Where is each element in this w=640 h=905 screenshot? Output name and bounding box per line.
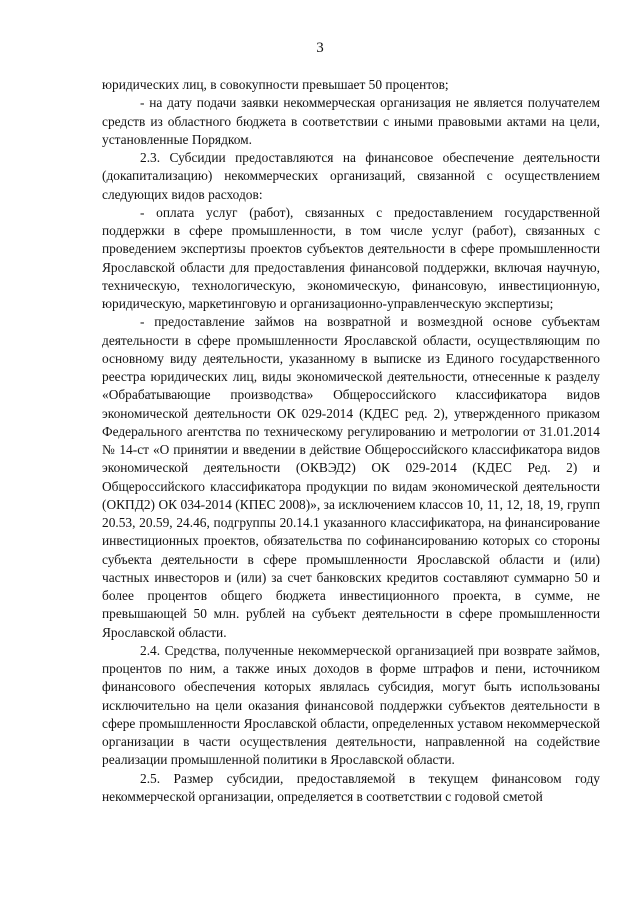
paragraph-services-expenses: - оплата услуг (работ), связанных с предоставлением государственной поддержки в сфере промышленности, в том числе услуг (работ), связанных с проведением экспертизы проектов субъектов деятельности в сфере промышленности Ярославской области для предоставления финансовой поддержки, включая научную, техническую, технологическую, экономическую, финансовую, инвестиционную, юридическую, маркетинговую и организационно-управленческую экспертизы; (102, 204, 600, 311)
paragraph-grant-condition: - на дату подачи заявки некоммерческая организация не является получателем средств из областного бюджета в соответствии с иными правовыми актами на цели, установленные Порядком. (102, 95, 600, 147)
paragraph-2-4: 2.4. Средства, полученные некоммерческой организацией при возврате займов, процентов по ним, а также иных доходов в форме штрафов и пени, источником финансового обеспечения которых являлась субсидия, могут быть использованы исключительно на цели оказания финансовой поддержки субъектов деятельности в сфере промышленности Ярославской области, определенных уставом некоммерческой организации в части осуществления деятельности, направленной на содействие реализации промышленной политики в Ярославской области. (102, 642, 600, 768)
paragraph-2-3: 2.3. Субсидии предоставляются на финансовое обеспечение деятельности (докапитализацию) некоммерческих организаций, связанной с осуществлением следующих видов расходов: (102, 150, 600, 202)
paragraph-2-5: 2.5. Размер субсидии, предоставляемой в текущем финансовом году некоммерческой организации, определяется в соответствии с годовой сметой (102, 770, 600, 804)
document-body (102, 76, 600, 806)
page-number: 3 (316, 40, 324, 56)
paragraph-loans: - предоставление займов на возвратной и возмездной основе субъектам деятельности в сфере промышленности Ярославской области, осуществляющим по основному виду деятельности, указанному в выписке из Единого государственного реестра юридических лиц, виды экономической деятельности, отнесенные к разделу «Обрабатывающие производства» Общероссийского классификатора видов экономической деятельности ОК 029-2014 (КДЕС ред. 2), утвержденного приказом Федерального агентства по техническому регулированию и метрологии от 31.01.2014 № 14-ст «О принятии и введении в действие Общероссийского классификатора видов экономической деятельности (ОКВЭД2) ОК 029-2014 (КДЕС Ред. 2) и Общероссийского классификатора продукции по видам экономической деятельности (ОКПД2) ОК 034-2014 (КПЕС 2008)», за исключением классов 10, 11, 12, 18, 19, групп 20.53, 20.59, 24.46, подгруппы 20.14.1 указанного классификатора, на финансирование инвестиционных проектов, обязательства по софинансированию которых со стороны субъекта деятельности в сфере промышленности Ярославской области и (или) частных инвесторов и (или) за счет банковских кредитов составляют суммарно 50 и более процентов общего бюджета инвестиционного проекта, в сумме, не превышающей 50 млн. рублей на субъект деятельности в сфере промышленности Ярославской области. (102, 314, 600, 640)
paragraph-continuation: юридических лиц, в совокупности превышает 50 процентов; (102, 77, 449, 92)
